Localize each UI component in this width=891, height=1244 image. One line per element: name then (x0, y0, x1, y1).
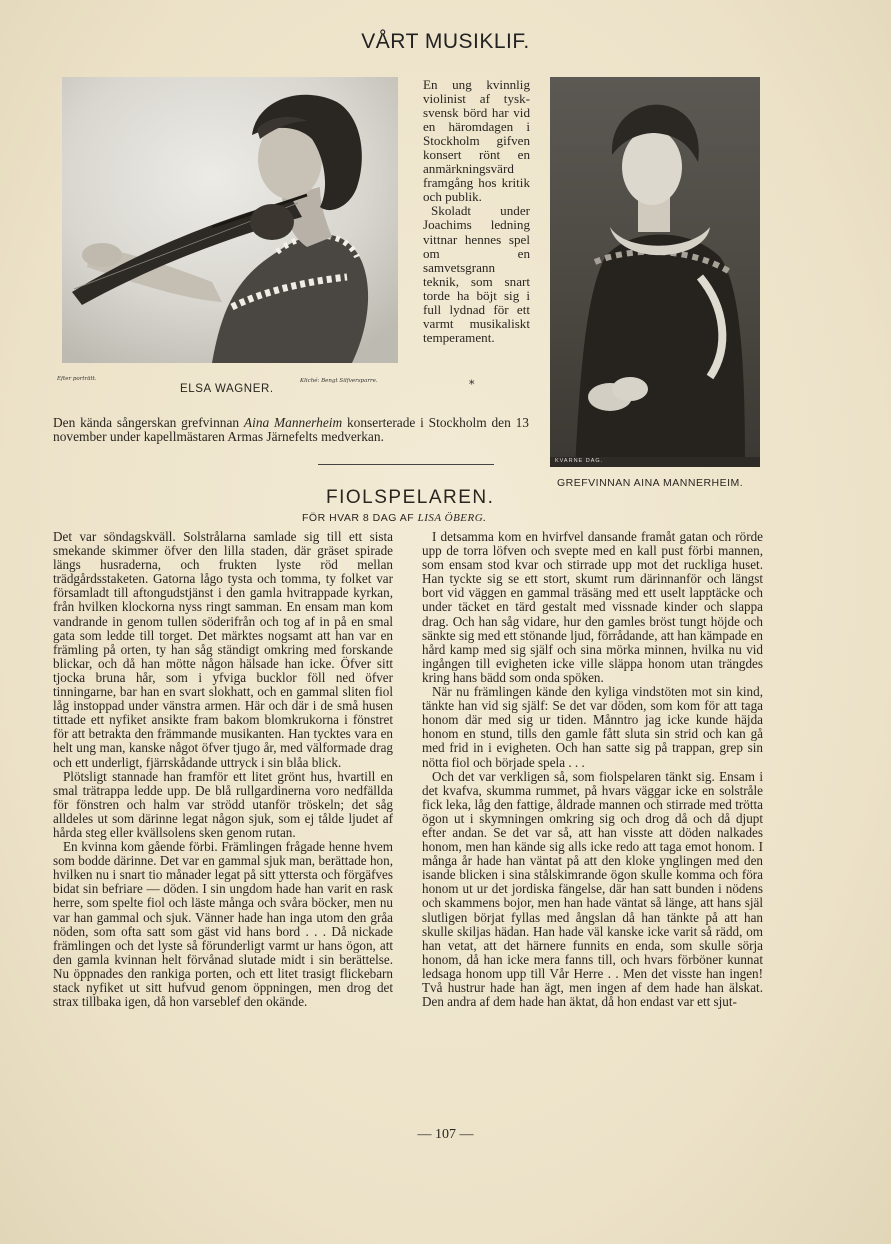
story-right-column (422, 530, 763, 1009)
narrow-paragraph: En ung kvinnlig violinist af tysk-svensk börd har vid en häromdagen i Stockholm gifven konsert rönt en anmärkningsvärd framgång hos kritik och publik. (423, 77, 530, 205)
story-paragraph: I detsamma kom en hvirfvel dansande framåt gatan och rörde upp de torra löfven och svepte med en kall pust förbi mannen, som ensam stod kvar och stirrade upp mot det ruckliga huset. Han tyckte sig se ett stort, skumt rum därinnanför och längst bort vid väggen en gammal träsäng med ett uselt lapptäcke och under täcket en tärd gestalt med vissnade kinder och slappa drag. Och han såg vidare, hur den gamles bröst tungt höjde och sänkte sig med ett stönande ljud, förrådande, att han kämpade en hård kamp med sig själf och sina mörka minnen, hvilka nu vid ingången till evigheten icke ville släppa honom utan trängdes kring hans bädd som onda spöken. (422, 529, 763, 685)
violinist-caption: ELSA WAGNER. (180, 383, 274, 395)
notice-text-before: Den kända sångerskan grefvinnan (53, 415, 244, 430)
photo-credit-right: Kliché: Bengt Silfversparre. (300, 378, 378, 384)
section-separator-star: * (469, 378, 475, 391)
story-paragraph: Det var söndagskväll. Solstrålarna samlade sig till ett sista smekande skimmer öfver den lilla staden, där gräset spirade längs husraderna, och frukten lyste röd mellan trädgårdsstaketen. Gatorna lågo tysta och tomma, ty folket var församladt till aftongudstjänst i den gamla hvitrappade kyrkan, från hvilken klockorna nyss ringt samman. En ensam man kom vandrande in genom tullen söderifrån och tog af in på en smal gata som ledde till torget. Det märktes nogsamt att han var en främling på orten, ty han såg ständigt omkring med forskande blickar, och då han mötte någon hälsade han icke. Öfver sitt tjocka bruna hår, som i yfviga bucklor föll ned öfver tinningarne, bar han en svart slokhatt, och en gammal sliten fiol låg instoppad under vänstra armen. Här och där i de små husen tittade ett nyfiket ansikte fram bakom blomkrukorna i fönstret för att betrakta den främmande musikanten. Han tycktes vara en helt ung man, kanske något öfver tjugo år, med välformade drag och ett underligt, fjärrskådande uttryck i sin blåa blick. (53, 529, 393, 770)
story-byline (302, 512, 486, 524)
byline-prefix: FÖR HVAR 8 DAG AF (302, 512, 418, 524)
violinist-portrait-photo (62, 77, 398, 363)
notice-singer-name: Aina Mannerheim (243, 415, 343, 430)
narrow-paragraph: Skoladt under Joachims ledning vittnar hennes spel om en samvetsgrann teknik, som snart torde ha böjt sig i full lydnad för ett varmt musikaliskt temperament. (423, 203, 530, 345)
page-number: — 107 — (417, 1127, 474, 1142)
story-paragraph: Och det var verkligen så, som fiolspelaren tänkt sig. Ensam i det kvafva, skumma rummet, på hvars väggar icke en solstråle fick leka, låg den fattige, åldrade mannen och stirrade med trötta ögon ut i skymningen omkring sig och drog då och då djupt efter andan. Se det var så, att han visste att döden nalkades honom, men han kände sig alls icke redo att taga emot honom. I många år hade han väntat på att den kloke ynglingen med den isande blicken i sina stålskimrande ögon skulle komma och föra honom ut ur det jordiska fängelse, där han satt bunden i nödens och skammens bojor, men han hade väntat så länge, att hans själ slutligen börjat fyllas med ångslan då han tänkte på att han skulle skiljas hädan. Han hade väl kanske icke varit så rädd, om han vetat, att det härnere funnits en enda, som skulle sörja honom, då han icke mera fanns till, och hvars förböner kunnat ledsaga honom upp till Vår Herre . . Men det visste han ingen! Två hustrur hade han ägt, men ingen af dem hade han älskat. Den andra af dem hade han äktat, då hon endast var ett sjut- (422, 768, 763, 1010)
story-left-column (53, 530, 393, 1009)
story-author: LISA ÖBERG. (417, 512, 487, 524)
story-paragraph: En kvinna kom gående förbi. Främlingen frågade henne hvem som bodde därinne. Det var en gammal sjuk man, berättade hon, hvilken nu i snart tio månader legat på sitt yttersta och förgäfves bidat sin befriare — döden. I sin ungdom hade han varit en rask herre, som spelte fiol och läste många och svåra böcker, men nu var han gammal och sjuk. Vänner hade han inga utom den gråa nöden, som ofta satt som gäst vid hans bord . . . Då nickade främlingen och det lyste så förunderligt varmt ur hans ögon, att den gamla kvinnan helt förvånad slutade midt i sin berättelse. Nu öppnades den rankiga porten, och ett litet trasigt flickebarn stack nyfiket ut sitt hufvud genom öppningen, men drog det strax tillbaka igen, då hon varseblef den okände. (53, 839, 393, 1010)
photo-credit-left: Efter porträtt. (57, 376, 97, 382)
notice-text-after: konserterade i Stockholm den 13 november under kapellmästaren Armas Järnefelts medverkan. (53, 415, 529, 445)
story-paragraph: När nu främlingen kände den kyliga vindstöten mot sin kind, tänkte han vid sig själf: Se det var döden, som kom för att taga honom där med sig ur tiden. Månntro jag icke kunde häjda honom en stund, tills den gamle fått sluta sin strid och kan gå med frid in i evigheten. Och han satte sig på trappan, grep sin nötta fiol och började spela . . . (422, 684, 763, 770)
story-paragraph: Plötsligt stannade han framför ett litet grönt hus, hvartill en smal trätrappa ledde upp. De blå rullgardinerna voro nedfällda för fönstren och halm var strödd utanför tröskeln; det såg alldeles ut som därinne legat någon sjuk, som ej tålde ljudet af hårda steg eller kvällsolens sken genom rutan. (53, 768, 393, 840)
story-title: FIOLSPELAREN. (326, 487, 495, 508)
singer-photo-credit: KVARNE DAG. (555, 458, 604, 464)
singer-portrait-photo (550, 77, 760, 467)
narrow-article-column (423, 78, 530, 345)
page-title: VÅRT MUSIKLIF. (361, 30, 530, 53)
singer-caption: GREFVINNAN AINA MANNERHEIM. (557, 477, 744, 489)
concert-notice (53, 416, 529, 445)
horizontal-divider (318, 464, 494, 465)
